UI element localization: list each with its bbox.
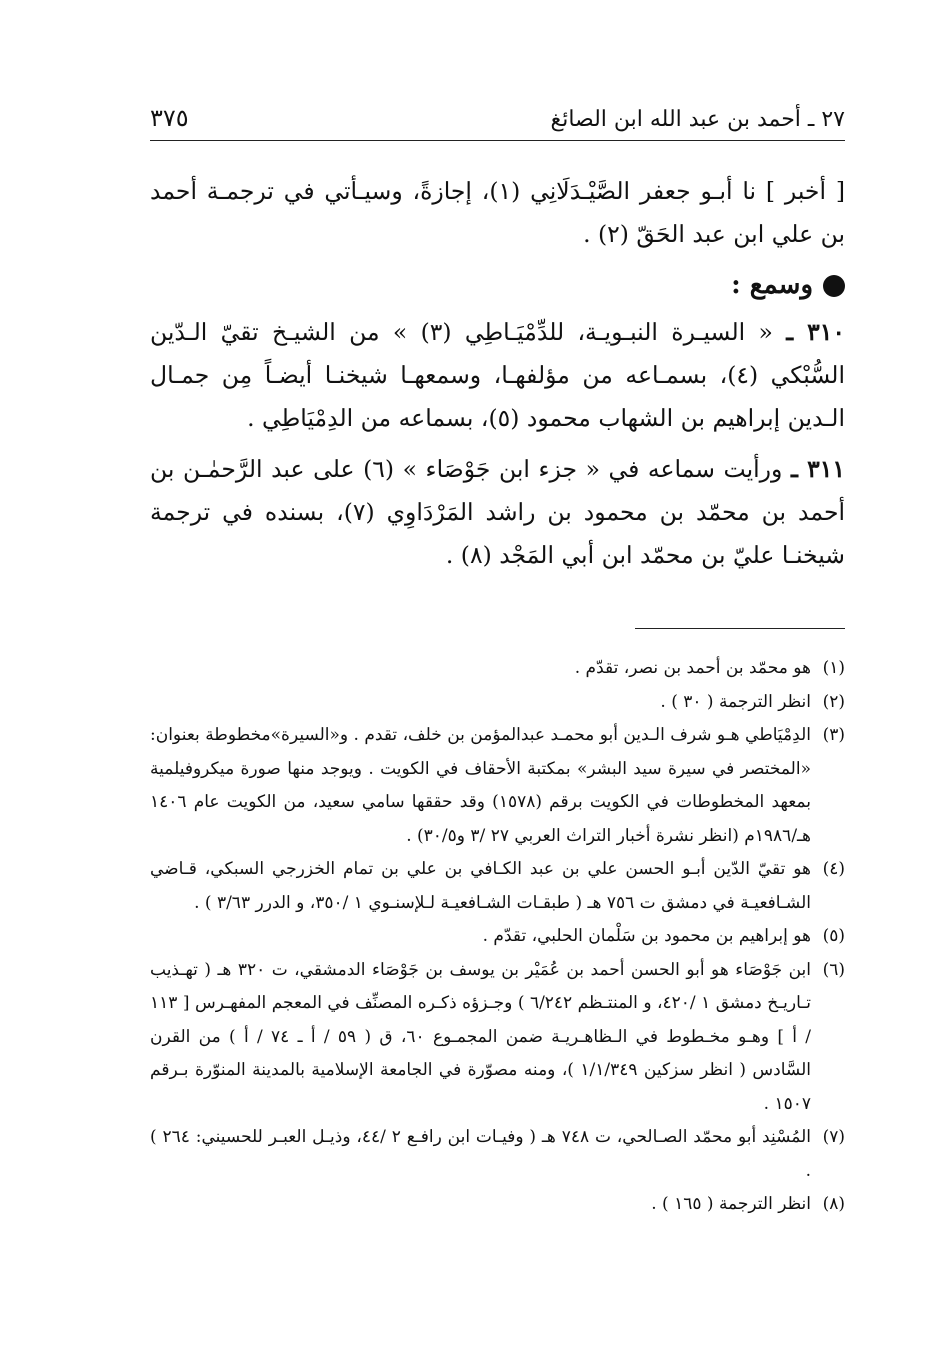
footnote-text: ابن جَوْصَاء هو أبو الحسن أحمد بن عُمَيْر بن يوسف بن جَوْصَاء الدمشقي، ت ٣٢٠ هـ ( تهـذيب تـاريـخ دمشق ١ /٤٢٠، و المنتـظم ٦/٢٤٢ ) وجـزؤه ذكـره المصنِّف في المعجم المفهـرس [ ١١٣ / أ ] وهـو مخـطوط في الـظاهـريـة ضمن المجمـوع ٦٠، ق ( ٥٩ / أ ـ ٧٤ / أ ) من القرن السَّادس ( انظر سزكين ١/١/٣٤٩ )، ومنه مصوّرة في الجامعة الإسلامية بالمدينة المنوّرة بـرقم ١٥٠٧ . (150, 959, 812, 1114)
footnote-item (150, 652, 845, 686)
chapter-title: ٢٧ ـ أحمد بن عبد الله ابن الصائغ (550, 107, 845, 132)
footnote-number: (٨) (822, 1194, 845, 1214)
paragraph-intro: [ أخبر ] نا أبـو جعفر الصَّيْـدَلَانِي (١)، إجازةً، وسيـأتي في ترجمـة أحمد بن علي ابن عبد الحَقّ (٢) . (150, 177, 845, 248)
footnote-item (150, 853, 845, 920)
footnote-number: (٦) (822, 959, 845, 980)
entry-310-number: ٣١٠ ـ (786, 318, 845, 346)
footnote-item (150, 954, 845, 1122)
footnote-item (150, 920, 845, 954)
running-header (150, 92, 845, 141)
entry-311 (150, 448, 845, 577)
footnotes (150, 652, 845, 1222)
entry-310-text: « السيـرة النبـويـة، للدِّمْيَـاطِي (٣) » من الشيـخ تقيّ الـدّين السُّبْكي (٤)، بسمـاعه من مؤلفهـا، وسمعهـا شيخنـا أيضـاً مِن جمـال الـدين إبراهيم بن الشهاب محمود (٥)، بسماعه من الدِمْيَاطِي . (150, 318, 845, 432)
footnote-number: (٧) (822, 1127, 845, 1147)
footnote-text: هو محمّد بن أحمد بن نصر، تقدّم . (574, 658, 811, 678)
entry-311-text: ورأيت سماعه في « جزء ابن جَوْصَاء » (٦) على عبد الرَّحمٰـن بن أحمد بن محمّد بن محمود بن راشد المَرْدَاوِي (٧)، بسنده في ترجمة شيخنـا عليّ بن محمّد ابن أبي المَجْد (٨) . (150, 455, 845, 569)
page-number: ٣٧٥ (150, 104, 189, 132)
footnote-text: هو تقيّ الدّين أبـو الحسن علي بن عبد الكـافي بن علي بن تمام الخزرجي السبكي، قـاضي الشـافعيـة في دمشق ت ٧٥٦ هـ ( طبقـات الشـافعيـة لـلإسنـوي ١ /٣٥٠، و الدرر ٣/٦٣ ) . (150, 859, 811, 913)
footnote-number: (٣) (822, 725, 845, 745)
heading-label: وسمع : (731, 270, 813, 300)
footnote-number: (٢) (822, 691, 845, 712)
footnote-number: (١) (822, 658, 845, 678)
footnote-number: (٤) (822, 859, 845, 879)
main-text (150, 170, 845, 585)
footnote-number: (٥) (822, 926, 845, 946)
footnote-divider (635, 628, 845, 629)
entry-310 (150, 311, 845, 440)
footnote-item (150, 1121, 845, 1188)
footnote-text: الدِمْيَاطي هـو شرف الـدين أبو محمـد عبدالمؤمن بن خلف، تقدم . و«السيرة»مخطوطة بعنوان: «المختصر في سيرة سيد البشر» بمكتبة الأحقاف في الكويت . ويوجد منها صورة ميكروفيلمية بمعهد المخطوطات في الكويت برقم (١٥٧٨) وقد حققها سامي سعيد، من الكويت عام ١٤٠٦ هـ/١٩٨٦م (انظر نشرة أخبار التراث العربي ٢٧ /٣ و٣٠/٥) . (150, 725, 811, 846)
footnote-text: المُسْنِد أبو محمّد الصـالحي، ت ٧٤٨ هـ ( وفيـات ابن رافـع ٢ /٤٤، وذيـل العبـر للحسيني: ٢٦٤ ) . (150, 1127, 811, 1181)
footnote-item (150, 686, 845, 720)
section-heading (150, 264, 845, 307)
footnote-item (150, 1188, 845, 1222)
entry-311-number: ٣١١ ـ (790, 455, 845, 483)
footnote-text: انظر الترجمة ( ٣٠ ) . (660, 691, 811, 712)
footnote-item (150, 719, 845, 853)
footnote-text: هو إبراهيم بن محمود بن سَلْمان الحلبي، تقدّم . (482, 926, 811, 946)
bullet-icon (823, 275, 845, 297)
footnote-text: انظر الترجمة ( ١٦٥ ) . (651, 1194, 811, 1214)
